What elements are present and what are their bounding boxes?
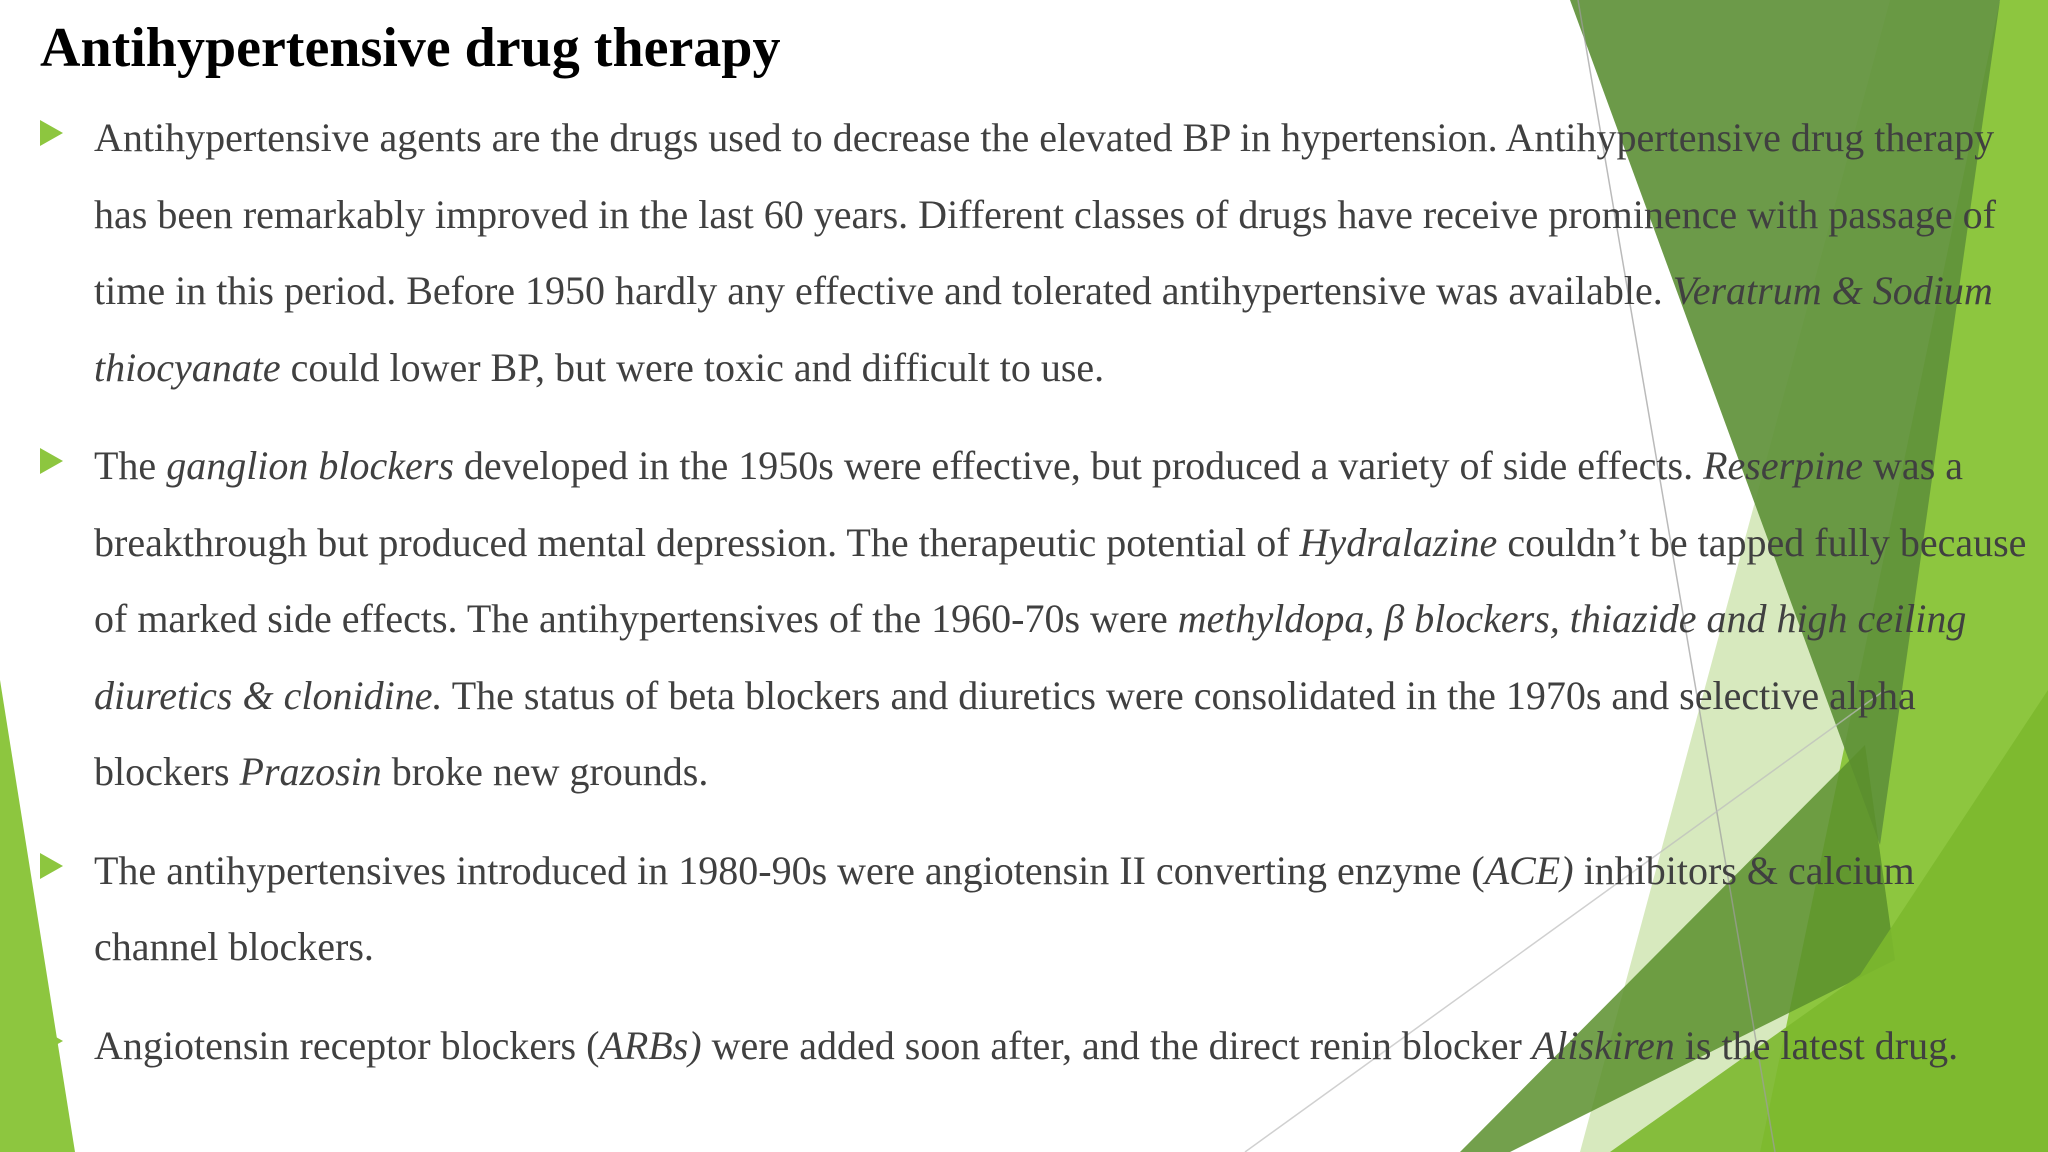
bullet-list (40, 100, 2040, 1106)
bullet-item (40, 428, 2040, 811)
italic-run: ganglion blockers (166, 443, 454, 488)
text-run: couldn’t be tapped fully because of marked side effects. The antihypertensives of the 1960-70s were (94, 519, 2027, 641)
italic-run: Hydralazine (1299, 519, 1498, 565)
slide-title: Antihypertensive drug therapy (40, 17, 781, 79)
bullet-text (94, 100, 2040, 406)
text-run: was a breakthrough but produced mental depression. The therapeutic potential of (94, 443, 1964, 565)
triangle-bullet-icon (40, 853, 63, 879)
bullet-text (94, 1008, 2040, 1085)
italic-run: Prazosin (239, 749, 382, 794)
triangle-bullet-icon (40, 1028, 63, 1054)
italic-run: ACE) (1484, 847, 1574, 893)
text-run: broke new grounds. (381, 749, 709, 794)
triangle-bullet-icon (40, 120, 63, 146)
bullet-item (40, 100, 2040, 406)
text-run: developed in the 1950s were effective, but produced a variety of side effects. (453, 443, 1704, 488)
text-run: could lower BP, but were toxic and difficult to use. (280, 344, 1105, 390)
text-run: The status of beta blockers and diuretics were consolidated in the 1970s and selective alpha blockers (94, 672, 1916, 794)
text-run: The (94, 443, 167, 488)
text-run: Angiotensin receptor blockers ( (94, 1022, 600, 1068)
italic-run: methyldopa, β blockers, thiazide and high ceiling diuretics & clonidine. (94, 596, 1967, 718)
bullet-item (40, 833, 2040, 986)
text-run: Antihypertensive agents are the drugs used to decrease the elevated BP in hypertension. Antihypertensive drug therapy has been remarkably improved in the last 60 years. Different classes of drugs have receive prominence with passage of time in this period. Before 1950 hardly any effective and tolerated antihypertensive was available. (94, 115, 1996, 313)
text-run: were added soon after, and the direct renin blocker (701, 1022, 1532, 1068)
italic-run: Reserpine (1703, 443, 1864, 488)
text-run: inhibitors & calcium channel blockers. (94, 847, 1915, 969)
bullet-item (40, 1008, 2040, 1085)
triangle-bullet-icon (40, 448, 63, 474)
bullet-text (94, 428, 2040, 811)
italic-run: Veratrum & Sodium thiocyanate (94, 268, 1993, 390)
text-run: is the latest drug. (1674, 1022, 1959, 1068)
italic-run: Aliskiren (1531, 1022, 1675, 1068)
bullet-text (94, 833, 2040, 986)
italic-run: ARBs) (599, 1022, 702, 1068)
text-run: The antihypertensives introduced in 1980-90s were angiotensin II converting enzyme ( (94, 847, 1485, 893)
